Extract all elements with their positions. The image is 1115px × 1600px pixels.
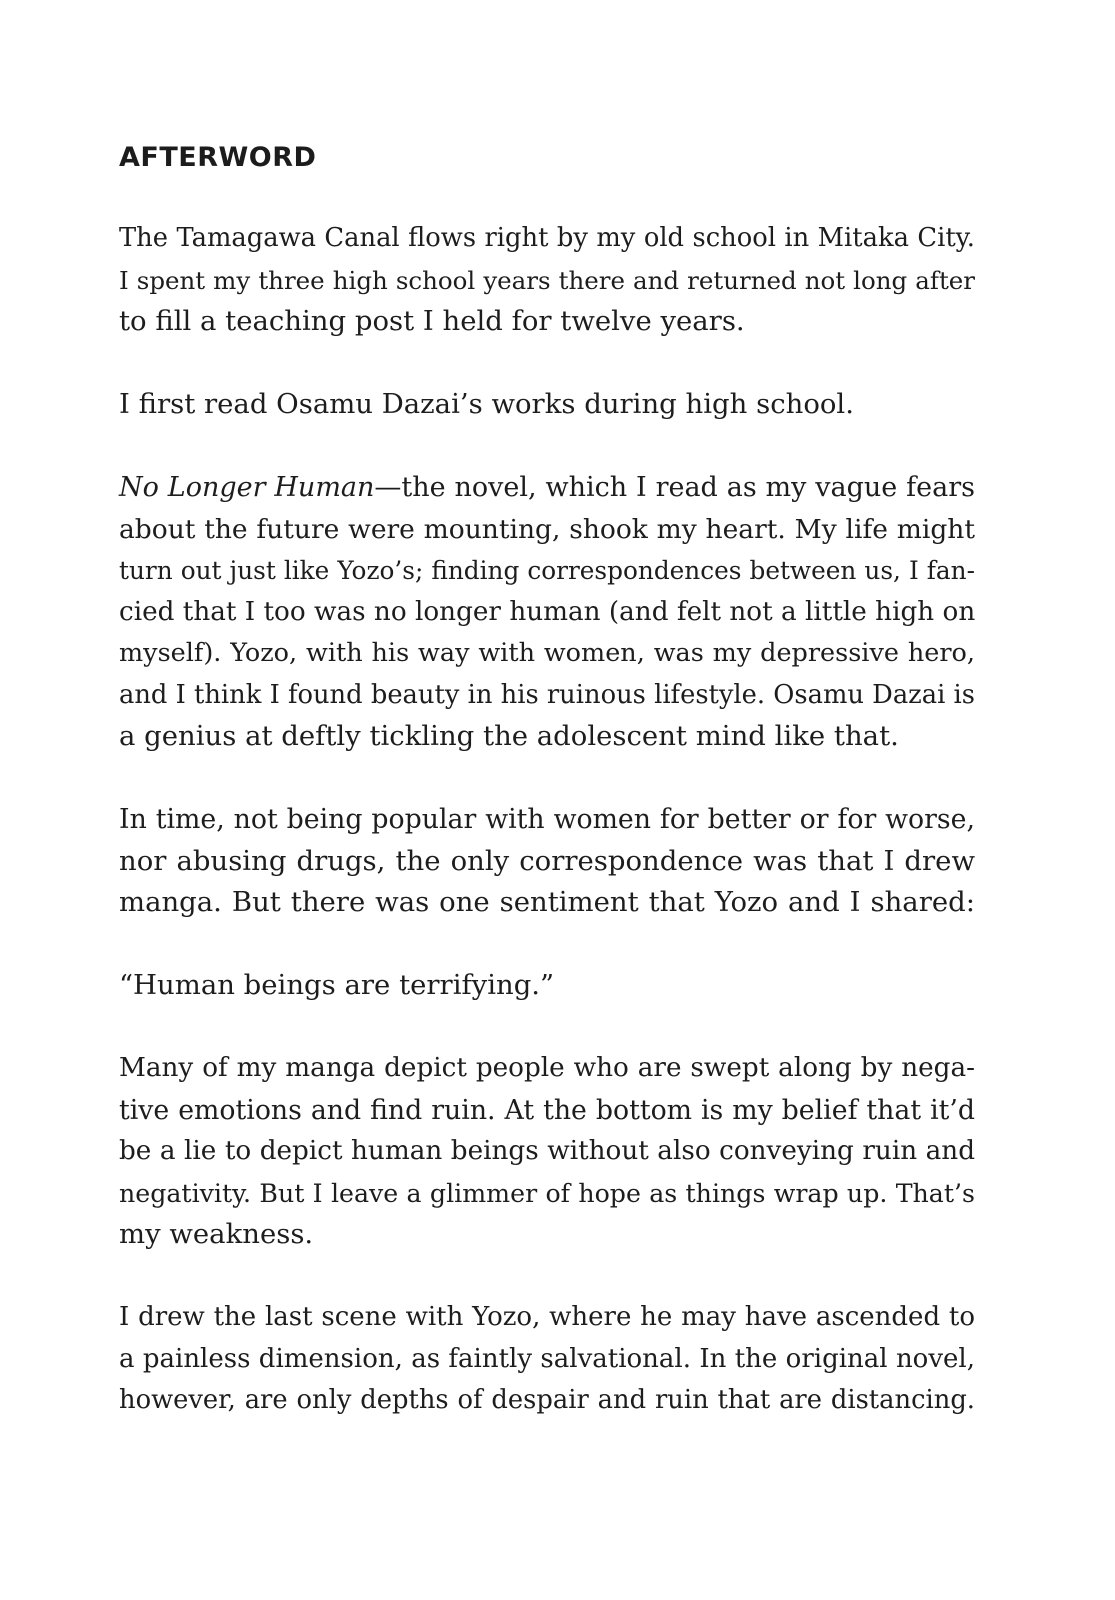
text-line: my weakness.: [119, 1218, 314, 1250]
text-line: The Tamagawa Canal flows right by my old school in Mitaka City.: [119, 223, 975, 253]
text-line-first: [119, 467, 975, 509]
text-line: be a lie to depict human beings without also conveying ruin and: [119, 1136, 975, 1166]
page-heading: AFTERWORD: [119, 142, 317, 173]
text-line: to fill a teaching post I held for twelve years.: [119, 305, 745, 337]
text-line: nor abusing drugs, the only correspondence was that I drew: [119, 844, 975, 877]
paragraph-6: [119, 1048, 975, 1256]
book-title: No Longer Human: [119, 472, 375, 503]
afterword-body: [119, 218, 975, 1463]
text-line: I spent my three high school years there and returned not long after: [119, 265, 975, 295]
text-line: turn out just like Yozo’s; finding correspondences between us, I fan-: [119, 556, 975, 585]
text-line: tive emotions and find ruin. At the bottom is my belief that it’d: [119, 1094, 975, 1126]
text-line: myself). Yozo, with his way with women, was my depressive hero,: [119, 638, 975, 668]
text-line: about the future were mounting, shook my heart. My life might: [119, 513, 975, 545]
text-line: and I think I found beauty in his ruinous lifestyle. Osamu Dazai is: [119, 679, 975, 710]
paragraph-1: [119, 218, 975, 343]
text-line-rest: —the novel, which I read as my vague fears: [374, 472, 976, 503]
text-line: Many of my manga depict people who are swept along by nega-: [119, 1053, 975, 1083]
text-line: In time, not being popular with women for better or for worse,: [119, 804, 975, 835]
text-line: “Human beings are terrifying.”: [119, 969, 555, 1001]
paragraph-3: [119, 467, 975, 758]
text-line: I drew the last scene with Yozo, where he may have ascended to: [119, 1302, 975, 1332]
text-line: manga. But there was one sentiment that Yozo and I shared:: [119, 886, 975, 918]
text-line: negativity. But I leave a glimmer of hope as things wrap up. That’s: [119, 1178, 975, 1208]
text-line: cied that I too was no longer human (and felt not a little high on: [119, 596, 976, 627]
paragraph-7: [119, 1297, 975, 1422]
text-line: however, are only depths of despair and ruin that are distancing.: [119, 1385, 975, 1415]
text-line: a genius at deftly tickling the adolescent mind like that.: [119, 720, 899, 752]
paragraph-2: [119, 384, 975, 426]
text-line: a painless dimension, as faintly salvational. In the original novel,: [119, 1343, 975, 1374]
text-line: I first read Osamu Dazai’s works during high school.: [119, 388, 854, 420]
paragraph-5: [119, 965, 975, 1007]
paragraph-4: [119, 799, 975, 924]
